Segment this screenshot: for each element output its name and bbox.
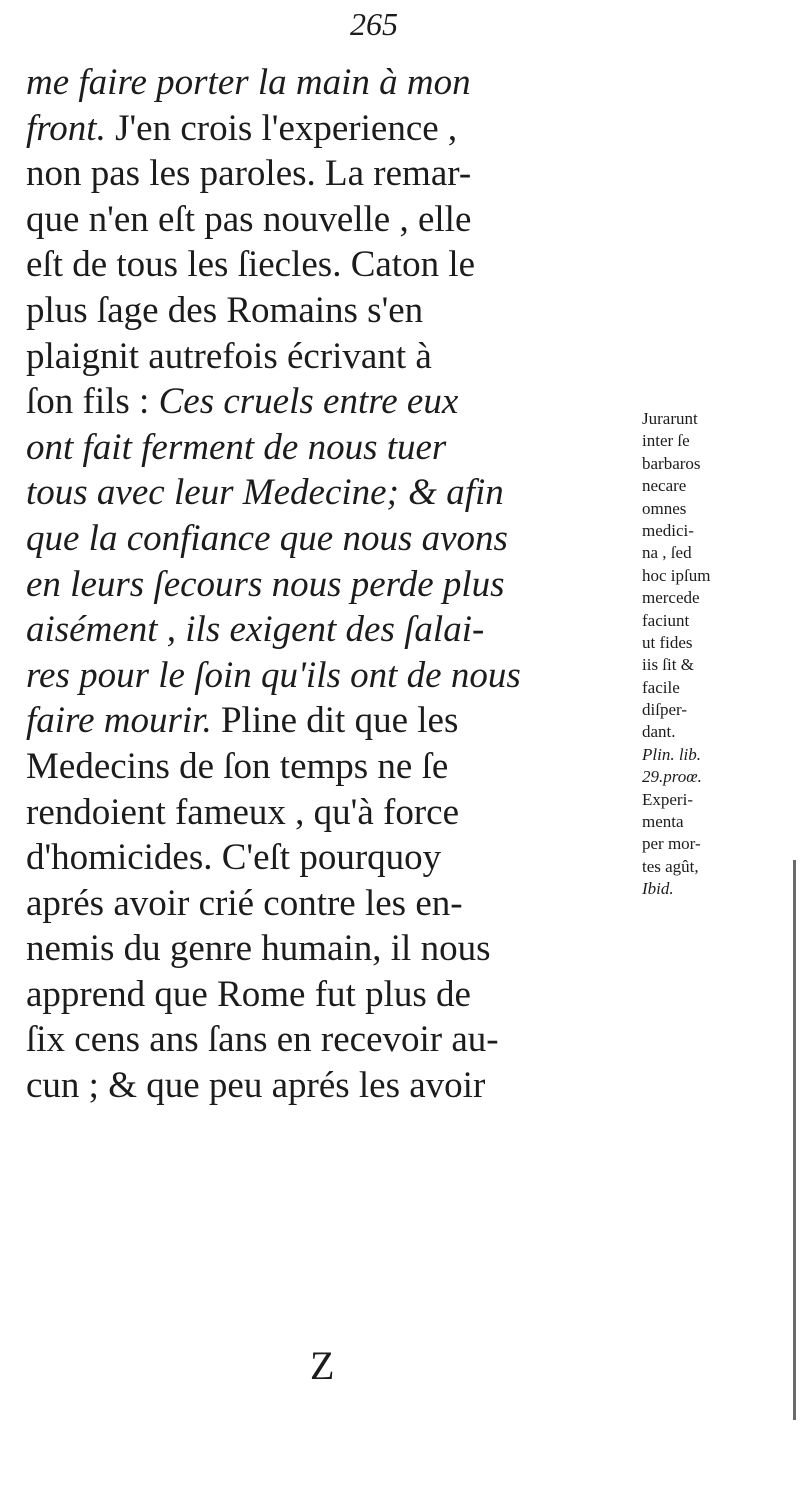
text-line [26,835,626,881]
margin-note-line: barbaros [642,453,701,473]
margin-note-line: hoc ipſum [642,565,711,585]
italic-text-run: ont fait ferment de nous tuer [26,426,447,468]
catchword: Z [310,1343,335,1388]
margin-note-line: mercede [642,588,700,608]
margin-note-line: ut fides [642,632,693,652]
text-line [26,653,626,699]
text-line [26,425,626,471]
text-line [26,470,626,516]
text-run: d'homicides. C'eſt pourquoy [26,837,442,879]
margin-note-line: menta [642,812,684,832]
italic-text-run: Ces cruels entre eux [158,381,459,423]
text-run: plus ſage des Romains s'en [26,289,424,331]
text-run: Pline dit que les [211,700,459,742]
text-line [26,1063,626,1109]
margin-note-line: necare [642,476,687,496]
text-run: plaignit autrefois écrivant à [26,335,432,377]
binding-edge-shadow [793,860,796,1420]
text-line [26,106,626,152]
text-run: ſon fils : [26,381,159,423]
main-text-column [26,60,626,1109]
text-line [26,881,626,927]
margin-note-line: Experi- [642,789,693,809]
text-line [26,562,626,608]
margin-note-line: Ibid. [642,879,674,899]
margin-note-line: Jurarunt [642,409,698,428]
italic-text-run: faire mourir. [26,700,212,742]
text-line [26,197,626,243]
margin-note-line: Plin. lib. [642,744,702,764]
text-line [26,1017,626,1063]
text-run: Medecins de ſon temps ne ſe [26,745,449,787]
margin-note-line: 29.proœ. [642,767,702,787]
margin-note-line: facile [642,677,680,697]
margin-note-line: inter ſe [642,431,690,451]
text-line [26,607,626,653]
italic-text-run: que la confiance que nous avons [26,517,508,559]
margin-note-line: tes agût, [642,856,699,876]
italic-text-run: me faire porter la main à mon [26,62,471,103]
page-number: 265 [350,6,398,42]
text-line [26,379,626,425]
text-line [26,288,626,334]
margin-note-line: faciunt [642,610,690,630]
margin-note-line: dant. [642,722,676,742]
margin-note-line: medici- [642,520,694,540]
text-line [26,334,626,380]
text-line [26,151,626,197]
italic-text-run: aisément , ils exigent des ſalai- [26,609,485,651]
text-line [26,698,626,744]
text-line [26,744,626,790]
margin-note-line: diſper- [642,700,687,720]
margin-notes-column [642,408,792,901]
text-run: eſt de tous les ſiecles. Caton le [26,244,476,286]
text-run: aprés avoir crié contre les en- [26,882,463,924]
text-line [26,242,626,288]
italic-text-run: en leurs ſecours nous perde plus [26,563,505,605]
text-run: ſix cens ans ſans en recevoir au- [26,1019,499,1061]
margin-note-line: per mor- [642,834,701,854]
italic-text-run: tous avec leur Medecine; & afin [26,472,504,514]
margin-note-line: iis ſit & [642,655,694,675]
text-run: J'en crois l'experience , [105,107,458,149]
text-line [26,926,626,972]
italic-text-run: res pour le ſoin qu'ils ont de nous [26,654,521,696]
italic-text-run: front. [26,107,106,149]
text-run: apprend que Rome fut plus de [26,973,471,1015]
text-run: que n'en eſt pas nouvelle , elle [26,198,472,240]
margin-note-line: na , ſed [642,543,692,563]
text-line [26,790,626,836]
text-run: cun ; & que peu aprés les avoir [26,1065,486,1107]
margin-note-line: omnes [642,498,687,518]
text-run: rendoient fameux , qu'à force [26,791,459,833]
text-run: nemis du genre humain, il nous [26,928,491,970]
text-line [26,516,626,562]
text-line [26,972,626,1018]
text-run: non pas les paroles. La remar- [26,153,472,195]
text-line [26,60,626,106]
